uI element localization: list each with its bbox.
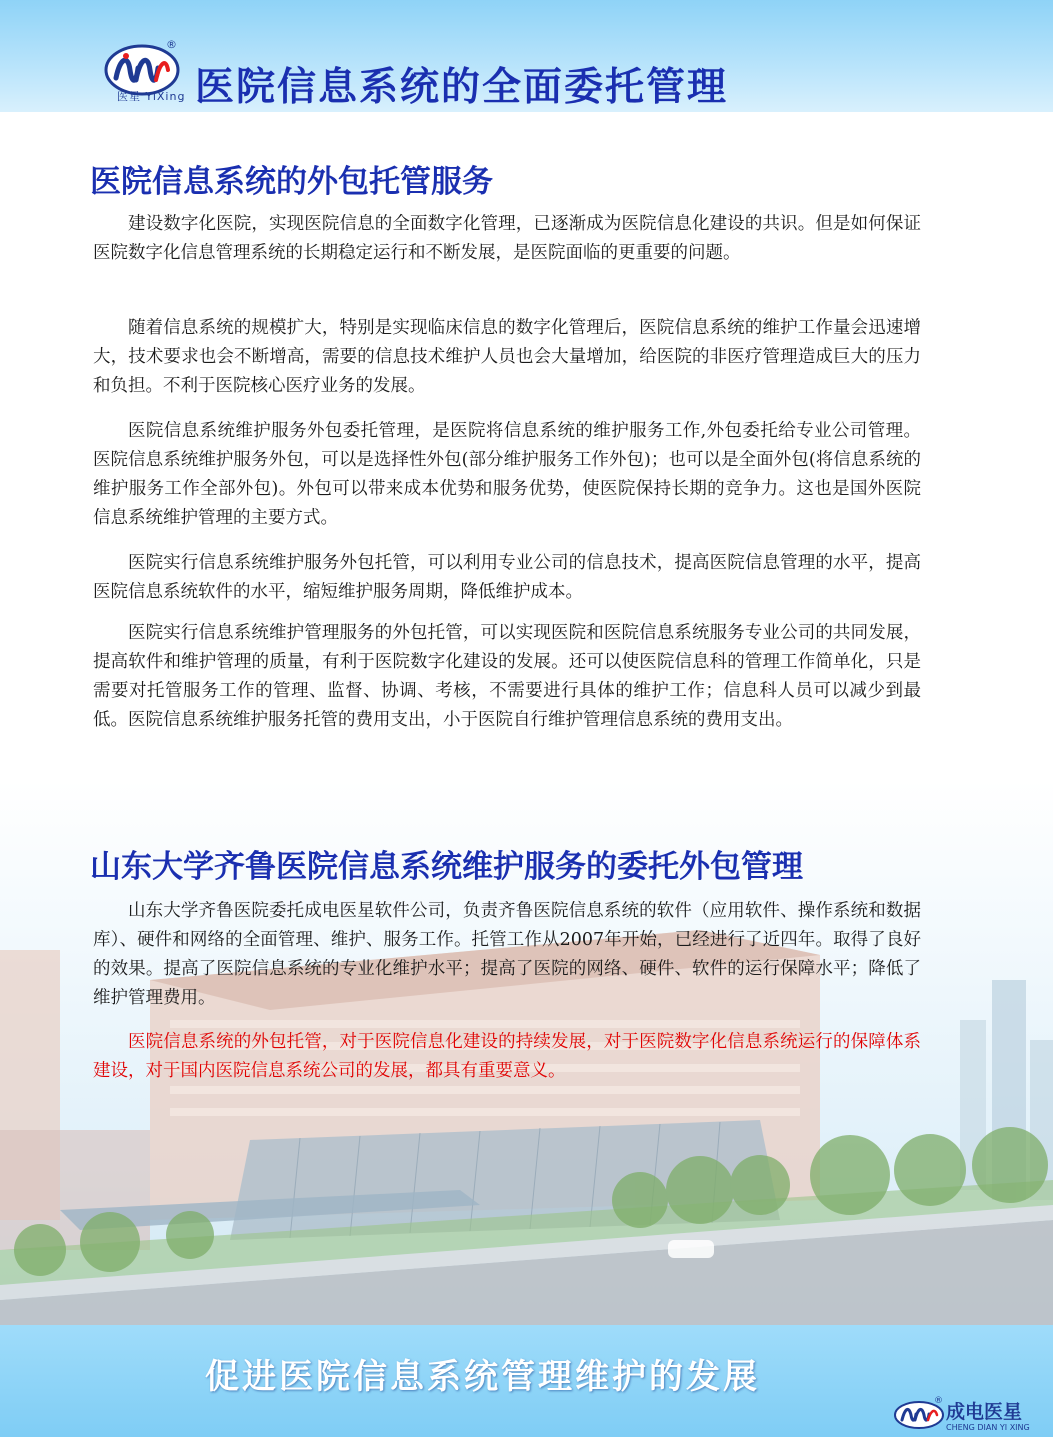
paragraph: 随着信息系统的规模扩大，特别是实现临床信息的数字化管理后，医院信息系统的维护工作量会迅速增大，技术要求也会不断增高，需要的信息技术维护人员也会大量增加，给医院的非医疗管理造成巨大的压力和负担。不利于医院核心医疗业务的发展。 bbox=[93, 318, 921, 396]
paragraph: 建设数字化医院，实现医院信息的全面数字化管理，已逐渐成为医院信息化建设的共识。但是如何保证医院数字化信息管理系统的长期稳定运行和不断发展，是医院面临的更重要的问题。 bbox=[93, 214, 921, 263]
section-title-qilu-hospital: 山东大学齐鲁医院信息系统维护服务的委托外包管理 bbox=[90, 849, 803, 885]
logo-text: 医星 YiXing bbox=[117, 90, 186, 103]
paragraph: 医院实行信息系统维护管理服务的外包托管，可以实现医院和医院信息系统服务专业公司的共同发展，提高软件和维护管理的质量，有利于医院数字化建设的发展。还可以使医院信息科的管理工作简单化，只是需要对托管服务工作的管理、监督、协调、考核，不需要进行具体的维护工作；信息科人员可以减少到最低。医院信息系统维护服务托管的费用支出，小于医院自行维护管理信息系统的费用支出。 bbox=[93, 623, 921, 730]
paragraph: 医院实行信息系统维护服务外包托管，可以利用专业公司的信息技术，提高医院信息管理的水平，提高医院信息系统软件的水平，缩短维护服务周期，降低维护成本。 bbox=[93, 553, 921, 602]
footer-registered-mark: ® bbox=[934, 1396, 943, 1406]
footer-brand-name: 成电医星 bbox=[946, 1401, 1023, 1423]
footer-slogan: 促进医院信息系统管理维护的发展 bbox=[205, 1357, 760, 1397]
section-title-outsourcing: 医院信息系统的外包托管服务 bbox=[90, 164, 493, 200]
footer-brand-english: CHENG DIAN YI XING bbox=[946, 1423, 1030, 1432]
paragraph: 山东大学齐鲁医院委托成电医星软件公司，负责齐鲁医院信息系统的软件（应用软件、操作系统和数据库）、硬件和网络的全面管理、维护、服务工作。托管工作从2007年开始，已经进行了近四年。取得了良好的效果。提高了医院信息系统的专业化维护水平；提高了医院的网络、硬件、软件的运行保障水平；降低了维护管理费用。 bbox=[93, 901, 921, 1008]
page-title: 医院信息系统的全面委托管理 bbox=[195, 65, 729, 110]
paragraph: 医院信息系统维护服务外包委托管理，是医院将信息系统的维护服务工作,外包委托给专业公司管理。医院信息系统维护服务外包，可以是选择性外包(部分维护服务工作外包)；也可以是全面外包(将信息系统的维护服务工作全部外包)。外包可以带来成本优势和服务优势，使医院保持长期的竞争力。这也是国外医院信息系统维护管理的主要方式。 bbox=[93, 421, 921, 528]
highlight-paragraph: 医院信息系统的外包托管，对于医院信息化建设的持续发展，对于医院数字化信息系统运行的保障体系建设，对于国内医院信息系统公司的发展，都具有重要意义。 bbox=[93, 1032, 921, 1081]
logo-registered-mark: ® bbox=[166, 38, 177, 51]
